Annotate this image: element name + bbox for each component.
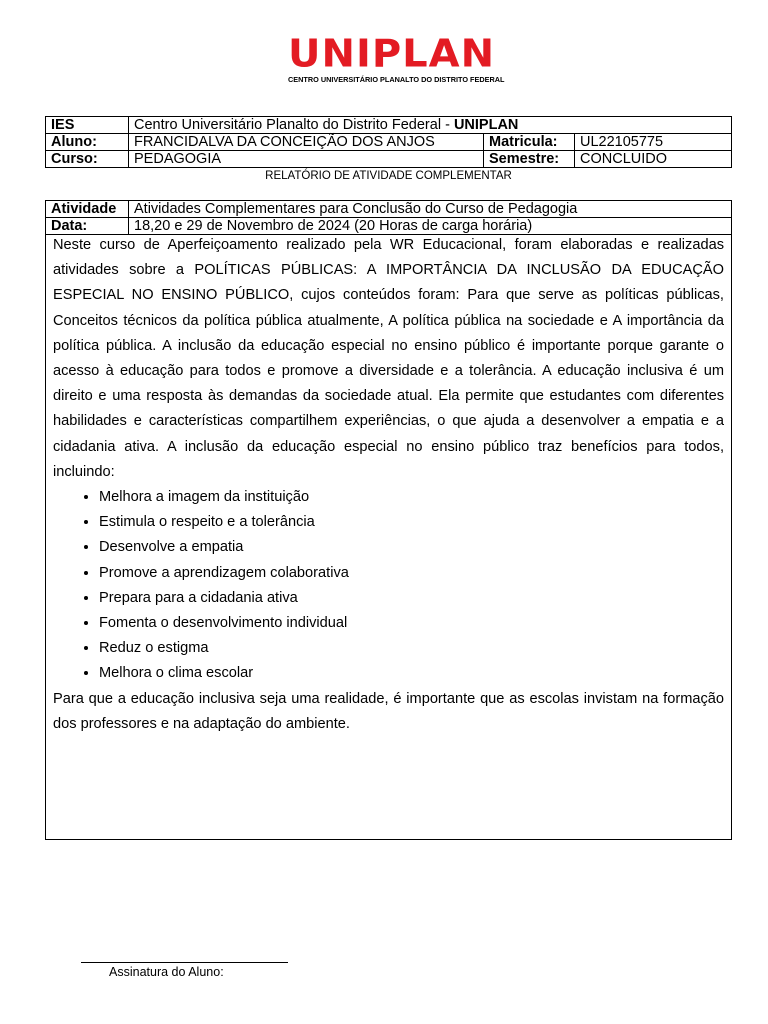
atividade-label: Atividade	[46, 201, 129, 218]
list-item: • Melhora o clima escolar	[99, 661, 724, 686]
semestre-value: CONCLUIDO	[575, 151, 732, 168]
ies-value-bold: UNIPLAN	[453, 116, 519, 133]
list-item: • Estimula o respeito e a tolerância	[99, 510, 724, 535]
curso-label: Curso:	[46, 151, 129, 168]
ies-label: IES	[46, 117, 129, 134]
uniplan-logo	[288, 32, 505, 84]
signature-label: Assinatura do Aluno:	[109, 965, 224, 979]
curso-value: PEDAGOGIA	[129, 151, 484, 168]
logo-wordmark: UNIPLAN	[288, 32, 496, 76]
benefits-list	[53, 485, 724, 687]
data-value: 18,20 e 29 de Novembro de 2024 (20 Horas de carga horária)	[129, 218, 732, 235]
atividade-row	[46, 201, 732, 218]
list-item: • Fomenta o desenvolvimento individual	[99, 611, 724, 636]
list-item: • Desenvolve a empatia	[99, 535, 724, 560]
data-row	[46, 218, 732, 235]
atividade-value: Atividades Complementares para Conclusão do Curso de Pedagogia	[129, 201, 732, 218]
signature-line	[81, 962, 288, 963]
ies-value-text: Centro Universitário Planalto do Distrito Federal -	[134, 116, 454, 133]
matricula-value: UL22105775	[575, 134, 732, 151]
aluno-value: FRANCIDALVA DA CONCEIÇÃO DOS ANJOS	[129, 134, 484, 151]
list-item: • Prepara para a cidadania ativa	[99, 586, 724, 611]
list-item: • Reduz o estigma	[99, 636, 724, 661]
matricula-label: Matricula:	[484, 134, 575, 151]
intro-paragraph: Neste curso de Aperfeiçoamento realizado pela WR Educacional, foram elaboradas e realizadas atividades sobre a POLÍTICAS PÚBLICAS: A IMPORTÂNCIA DA INCLUSÃO DA EDUCAÇÃO ESPECIAL NO ENSINO PÚBLICO, cujos conteúdos foram: Para que serve as políticas públicas, Conceitos técnicos da política pública atualmente, A política pública na sociedade e A importância da política pública. A inclusão da educação especial no ensino público é importante porque garante o acesso à educação para todos e promove a diversidade e a tolerância. A educação inclusiva é um direito e uma resposta às demandas da sociedade atual. Ela permite que estudantes com diferentes habilidades e características compartilhem experiências, o que ajuda a desenvolver a empatia e a cidadania ativa. A inclusão da educação especial no ensino público traz benefícios para todos, incluindo:	[53, 237, 724, 480]
list-item: • Melhora a imagem da instituição	[99, 485, 724, 510]
semestre-label: Semestre:	[484, 151, 575, 168]
ies-row	[46, 117, 732, 134]
student-info-table	[45, 116, 732, 168]
logo-subtitle: CENTRO UNIVERSITÁRIO PLANALTO DO DISTRITO FEDERAL	[288, 75, 505, 84]
data-label: Data:	[46, 218, 129, 235]
ies-value	[129, 117, 732, 134]
aluno-label: Aluno:	[46, 134, 129, 151]
aluno-row	[46, 134, 732, 151]
report-body	[45, 233, 732, 840]
curso-row	[46, 151, 732, 168]
list-item: • Promove a aprendizagem colaborativa	[99, 561, 724, 586]
report-title: RELATÓRIO DE ATIVIDADE COMPLEMENTAR	[265, 170, 512, 182]
closing-paragraph: Para que a educação inclusiva seja uma realidade, é importante que as escolas invistam na formação dos professores e na adaptação do ambiente.	[53, 690, 724, 732]
activity-table	[45, 200, 732, 235]
